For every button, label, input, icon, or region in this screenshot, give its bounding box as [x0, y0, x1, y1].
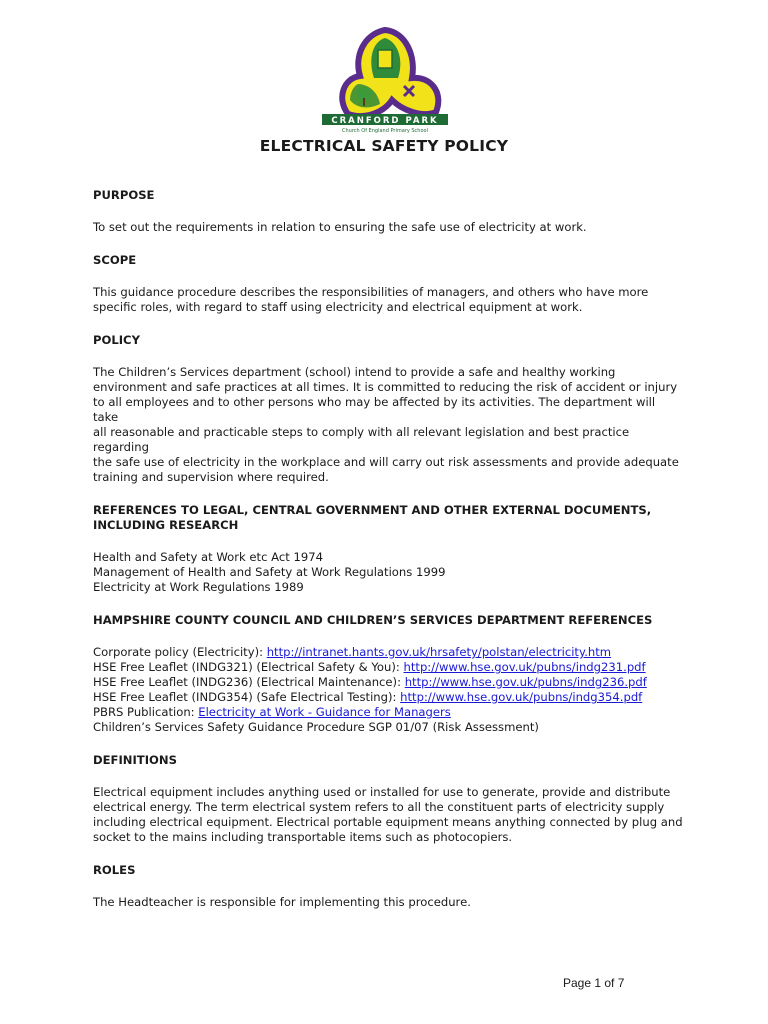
references-heading-line: REFERENCES TO LEGAL, CENTRAL GOVERNMENT AND OTHER EXTERNAL DOCUMENTS,	[93, 503, 652, 517]
policy-line: environment and safe practices at all times. It is committed to reducing the risk of accident or injury	[93, 380, 678, 394]
policy-line: training and supervision where required.	[93, 470, 329, 484]
policy-line: the safe use of electricity in the workplace and will carry out risk assessments and provide adequate	[93, 455, 679, 469]
hcc-reference-label: HSE Free Leaflet (INDG321) (Electrical Safety & You):	[93, 660, 404, 674]
page-title: ELECTRICAL SAFETY POLICY	[259, 137, 509, 155]
references-heading-line: INCLUDING RESEARCH	[93, 518, 239, 532]
hcc-references-list	[93, 645, 683, 735]
roles-text: The Headteacher is responsible for implementing this procedure.	[93, 895, 471, 909]
hcc-reference-item	[93, 645, 683, 660]
policy-line: all reasonable and practicable steps to comply with all relevant legislation and best practice regarding	[93, 425, 630, 454]
family-icon	[378, 50, 392, 68]
scope-line: specific roles, with regard to staff using electricity and electrical equipment at work.	[93, 300, 583, 314]
policy-line: The Children’s Services department (school) intend to provide a safe and healthy working	[93, 365, 616, 379]
reference-item: Management of Health and Safety at Work Regulations 1999	[93, 565, 446, 579]
logo-banner-text: CRANFORD PARK	[331, 116, 439, 126]
corporate-policy-link[interactable]: http://intranet.hants.gov.uk/hrsafety/polstan/electricity.htm	[266, 645, 612, 659]
indg236-link[interactable]: http://www.hse.gov.uk/pubns/indg236.pdf	[404, 675, 647, 689]
indg321-link[interactable]: http://www.hse.gov.uk/pubns/indg231.pdf	[403, 660, 646, 674]
policy-text	[93, 365, 683, 485]
tree-trunk	[363, 98, 365, 106]
hcc-reference-label: HSE Free Leaflet (INDG354) (Safe Electrical Testing):	[93, 690, 401, 704]
purpose-heading: PURPOSE	[93, 188, 155, 202]
definitions-line: Electrical equipment includes anything used or installed for use to generate, provide and distribute	[93, 785, 671, 799]
definitions-line: electrical energy. The term electrical system refers to all the constituent parts of electricity supply	[93, 800, 665, 814]
scope-line: This guidance procedure describes the responsibilities of managers, and others who have more	[93, 285, 649, 299]
policy-line: to all employees and to other persons who may be affected by its activities. The department will take	[93, 395, 656, 424]
hcc-reference-label: Corporate policy (Electricity):	[93, 645, 267, 659]
scope-heading: SCOPE	[93, 253, 137, 267]
pbrs-publication-link[interactable]: Electricity at Work - Guidance for Managers	[198, 705, 451, 719]
roles-heading: ROLES	[93, 863, 136, 877]
hcc-reference-item	[93, 705, 683, 720]
policy-heading: POLICY	[93, 333, 140, 347]
hcc-heading: HAMPSHIRE COUNTY COUNCIL AND CHILDREN’S SERVICES DEPARTMENT REFERENCES	[93, 613, 653, 627]
hcc-reference-label: PBRS Publication:	[93, 705, 199, 719]
school-logo	[318, 26, 452, 134]
hcc-reference-label: HSE Free Leaflet (INDG236) (Electrical Maintenance):	[93, 675, 405, 689]
hcc-reference-item	[93, 675, 683, 690]
references-heading	[93, 503, 683, 533]
hcc-reference-item	[93, 660, 683, 675]
scope-text	[93, 285, 683, 315]
reference-item: Electricity at Work Regulations 1989	[93, 580, 304, 594]
hcc-reference-item	[93, 690, 683, 705]
references-list	[93, 550, 683, 595]
reference-item: Health and Safety at Work etc Act 1974	[93, 550, 323, 564]
purpose-text: To set out the requirements in relation to ensuring the safe use of electricity at work.	[93, 220, 587, 234]
definitions-line: including electrical equipment. Electrical portable equipment means anything connected by plug and	[93, 815, 683, 829]
school-logo-graphic	[318, 26, 452, 134]
page-number: Page 1 of 7	[563, 976, 625, 990]
indg354-link[interactable]: http://www.hse.gov.uk/pubns/indg354.pdf	[400, 690, 643, 704]
definitions-heading: DEFINITIONS	[93, 753, 177, 767]
logo-subtitle: Church Of England Primary School	[342, 128, 428, 134]
definitions-text	[93, 785, 683, 845]
hcc-reference-item: Children’s Services Safety Guidance Procedure SGP 01/07 (Risk Assessment)	[93, 720, 539, 734]
definitions-line: socket to the mains including transportable items such as photocopiers.	[93, 830, 513, 844]
document-body	[93, 188, 683, 910]
